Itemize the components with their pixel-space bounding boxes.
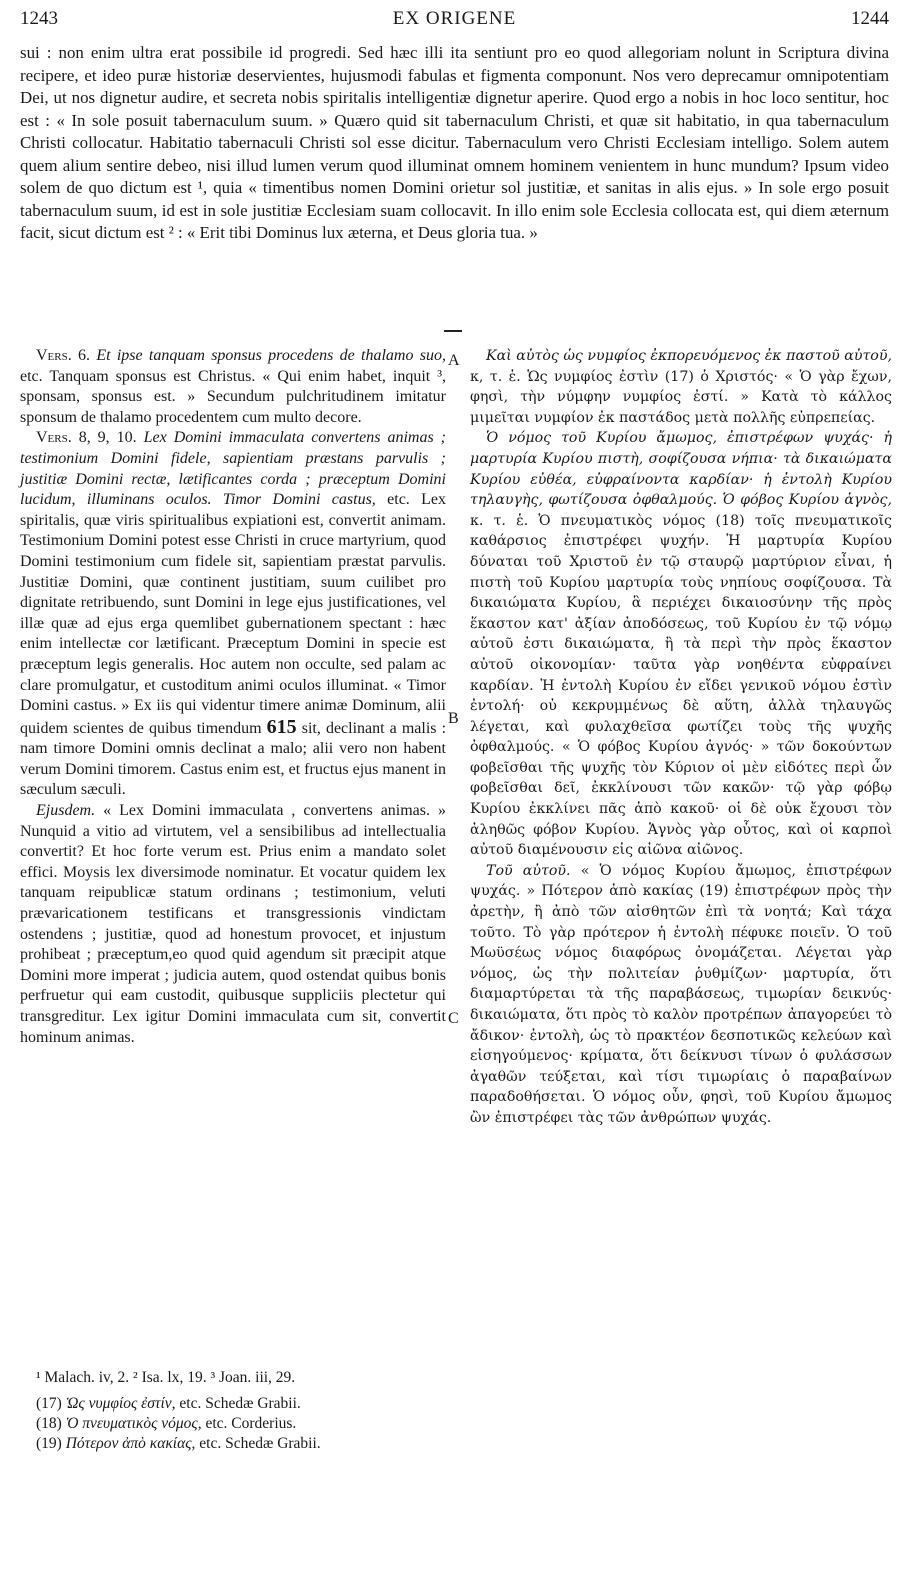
verse-commentary-cont: sit, declinant a malis : nam timore Domini omnis declinat a malo; alii vero non habent verum Domini timorem. Castus enim est, et fructus ejus manent in sæculum sæculi. — [20, 719, 447, 799]
latin-column — [20, 346, 446, 1048]
page-number-right: 1244 — [851, 8, 889, 29]
verse-label: Vers. 6. — [36, 347, 91, 364]
footnote-line: ¹ Malach. iv, 2. ² Isa. lx, 19. ³ Joan. iii, 29. — [36, 1369, 296, 1386]
editor-note: (19) Πότερον ἀπὸ κακίας, etc. Schedæ Grabii. — [36, 1435, 321, 1452]
greek-reference: Καὶ αὐτὸς ὡς νυμφίος ἐκπορευόμενος ἐκ παστοῦ αὐτοῦ, — [486, 348, 892, 364]
greek-column — [470, 346, 892, 1129]
greek-paragraph-3 — [470, 861, 892, 1129]
ejusdem-label: Ejusdem. — [36, 802, 96, 820]
margin-letter-a: A — [448, 352, 460, 369]
section-divider — [444, 330, 462, 332]
footnotes — [36, 1368, 456, 1454]
greek-paragraph-1 — [470, 346, 892, 428]
greek-text: κ. τ. ἑ. Ὁ πνευματικὸς νόμος (18) τοῖς πνευματικοῖς καθάρσιος ἐπιστρέφει ψυχήν. Ἡ μαρτυρία Κυρίου δύναται τοῦ Χριστοῦ ἐν τῷ σταυρῷ μαρτύριον εἶναι, ἡ πιστὴ τοῦ Κυρίου μαρτυρία τοὺς νηπίους σοφίζουσα. Τὰ δικαιώματα Κυρίου, ἃ περιέχει δικαιοσύνην τῆς πρὸς ἕκαστον κατ' ἀξίαν ἀποδόσεως, τοῦ Κυρίου ἐν τῷ νόμῳ αὐτοῦ ἐστι δικαιώματα, ἢ τὰ περὶ τὴν πρὸς ἕκαστον αὐτοῦ οἰκονομίαν· ταῦτα γὰρ νοηθέντα εὐφραίνει καρδίαν. Ἡ ἐντολὴ Κυρίου ἐν εἴδει γενικοῦ νόμου ἐστὶν ἐντολή· οὐ κεκρυμμένως δὲ αὕτη, ἀλλὰ τηλαυγῶς λέγεται, καὶ φυλαχθεῖσα φωτίζει τοὺς τῆς ψυχῆς ὀφθαλμούς. « Ὁ φόβος Κυρίου ἁγνός· » τῶν δοκούντων φοβεῖσθαι τῆς ψυχῆς τὸν Κύριον οἱ μὲν εἰδότες περὶ ὧν φοβεῖσθαι δεῖ, ἐκκλίνουσι τῶν κακῶν· τῷ γὰρ φόβῳ Κυρίου ἐκκλίνει πᾶς ἀπὸ κακοῦ· οἱ δὲ οὐκ ἔχουσι τὸν ἀληθῶς φόβον Κυρίου. Ἁγνὸς γὰρ οὗτος, καὶ οἱ καρποὶ αὐτοῦ διαμένουσιν εἰς αἰῶνα αἰῶνος. — [470, 512, 892, 859]
editor-note: (18) Ὁ πνευματικὸς νόμος, etc. Corderius. — [36, 1415, 297, 1432]
greek-reference: Ὁ νόμος τοῦ Κυρίου ἄμωμος, ἐπιστρέφων ψυχάς· ἡ μαρτυρία Κυρίου πιστὴ, σοφίζουσα νήπια· τὰ δικαιώματα Κυρίου εὐθέα, εὐφραίνοντα καρδίαν· ἡ ἐντολὴ Κυρίου τηλαυγὴς, φωτίζουσα ὀφθαλμούς. Ὁ φόβος Κυρίου ἁγνὸς, — [470, 430, 892, 509]
greek-text: κ, τ. ἑ. Ὡς νυμφίος ἐστὶν (17) ὁ Χριστός· « Ὁ γὰρ ἔχων, φησὶ, τὴν νύμφην νυμφίος ἐστί. » Κατὰ τὸ κάλλος μιμεῖται νυμφίον ἐκ παστάδος μετὰ πολλῆς εὐπρεπείας. — [470, 368, 892, 426]
verse-reference: Lex Domini immaculata convertens animas ; testimonium Domini fidele, sapientiam præstans parvulis ; justitiæ Domini rectæ, lætificantes corda ; præceptum Domini lucidum, illuminans oculos. Timor Domini castus, — [20, 429, 447, 509]
running-title: EX ORIGENE — [392, 8, 517, 29]
verse-reference: Et ipse tanquam sponsus procedens de thalamo suo, — [96, 347, 447, 364]
page-header — [20, 8, 889, 38]
top-paragraph — [20, 42, 889, 245]
top-text: sui : non enim ultra erat possibile id progredi. Sed hæc illi ita sentiunt pro eo quod allegoriam nolunt in Scriptura divina recipere, et ideo puræ historiæ deservientes, hujusmodi fabulas et figmenta componunt. Nos vero deprecamur omnipotentiam Dei, ut nos dignetur audire, et secreta nobis spiritalis intelligentiæ dignetur aperire. Quod ergo a nobis in hoc loco sentitur, hoc est : « In sole posuit tabernaculum suum. » Quæro quid sit tabernaculum Christi, et quæ sit habitatio, in qua tabernaculum Christi collocatur. Habitatio tabernaculi Christi sol esse dicitur. Tabernaculum vero Christi Ecclesiam intelligo. Solem autem quem alium sentire debeo, nisi illud lumen verum quod illuminat omnem hominem venientem in hunc mundum? Ipsum video solem de quo dictum est ¹, quia « timentibus nomen Domini orietur sol justitiæ, et sanitas in alis ejus. » In sole ergo posuit tabernaculum suum, id est in sole justitiæ Ecclesiam suam collocavit. In illo enim sole Ecclesia collocata est, qui diem æternum facit, sicut dictum est ² : « Erit tibi Dominus lux æterna, et Deus gloria tua. » — [20, 43, 889, 242]
verse-commentary: etc. Tanquam sponsus est Christus. « Qui enim habet, inquit ³, sponsam, sponsus est. » Secundum pulchritudinem imitatur sponsum de thalamo procedentem cum multo decore. — [20, 367, 446, 426]
verse-8-paragraph — [20, 428, 446, 801]
margin-letter-b: B — [448, 710, 459, 727]
editor-note: (17) Ὡς νυμφίος ἐστίν, etc. Schedæ Grabii. — [36, 1395, 301, 1412]
margin-letter-c: C — [448, 1010, 459, 1027]
verse-6-paragraph — [20, 346, 446, 428]
page-number-left: 1243 — [20, 8, 58, 29]
ejusdem-text: « Lex Domini immaculata , convertens animas. » Nunquid a vitio ad virtutem, vel a sensibilibus ad intellectualia convertit? Et hoc forte verum est. Prius enim a mandato solet effici. Moysis lex diversimode nominatur. Et vocatur quidem lex tanquam reipublicæ statum ordinans ; testimonium, veluti prævaricationem testificans et transgressionis vindictam ostendens ; justitiæ, quod ad honestum provocet, et injustum prohibeat ; præceptum,eo quod quid agendum sit præcipit atque Domini more imperat ; judicia autem, quod ostendat quibus bonis perfruetur qui eam custodit, quibusque suppliciis plectetur qui transgreditur. Lex igitur Domini immaculata cum sit, convertit hominum animas. — [20, 802, 446, 1046]
verse-commentary: etc. Lex spiritalis, quæ viris spiritualibus expiationi est, convertit animam. Testimonium Domini potest esse Christi in cruce martyrium, quod Domini testimonium cum fidele sit, sapientiam præstat parvulis. Justitiæ Domini, quæ continent justitiam, suum cuilibet pro dignitate retribuendo, sunt Domini in lege ejus justificationes, vel illæ quæ ad ejus erga quemlibet gubernationem spectant : hæc enim intellectæ cor lætificant. Præceptum Domini in specie est præceptum legis generalis. Hoc autem non occulte, sed palam ac clare promulgatur, et custoditum animi oculos illuminat. « Timor Domini castus. » Ex iis qui videntur timere animæ Dominum, alii quidem scientes de quibus timendum — [20, 491, 447, 737]
verse-label: Vers. 8, 9, 10. — [36, 429, 137, 447]
greek-paragraph-2 — [470, 428, 892, 860]
greek-reference: Τοῦ αὐτοῦ. — [486, 862, 571, 879]
greek-text: « Ὁ νόμος Κυρίου ἄμωμος, ἐπιστρέφων ψυχάς. » Πότερον ἀπὸ κακίας (19) ἐπιστρέφων πρὸς τὴν ἀρετὴν, ἢ ἀπὸ τῶν αἰσθητῶν ἐπὶ τὰ νοητά; Καὶ τάχα τοῦτο. Τὸ γὰρ πρότερον ἡ ἐντολὴ πέφυκε ποιεῖν. Ὁ τοῦ Μωϋσέως νόμος διαφόρως ὀνομάζεται. Λέγεται γὰρ νόμος, ὡς τὴν πολιτείαν ῥυθμίζων· μαρτυρία, ὅτι διαμαρτύρεται τὰ τῆς παραβάσεως, τιμωρίαν δεικνύς· δικαιώματα, ὅτι πρὸς τὸ καλὸν προτρέπων ἀπαγορεύει τὸ ἄδικον· ἐντολὴ, ὡς τὸ πρακτέον δεσποτικῶς κελεύων καὶ εἰσηγούμενος· κρίματα, ὅτι δείκνυσι τίνων ὁ φυλάσσων ἀγαθῶν τεύξεται, καὶ τίσι τιμωρίαις ὁ παραβαίνων παραδοθήσεται. Ὁ νόμος οὖν, φησὶ, τοῦ Κυρίου ἄμωμος ὢν ἐπιστρέφει τὰς τῶν ἀνθρώπων ψυχάς. — [470, 862, 893, 1126]
column-number: 615 — [266, 715, 297, 738]
ejusdem-paragraph — [20, 801, 446, 1048]
